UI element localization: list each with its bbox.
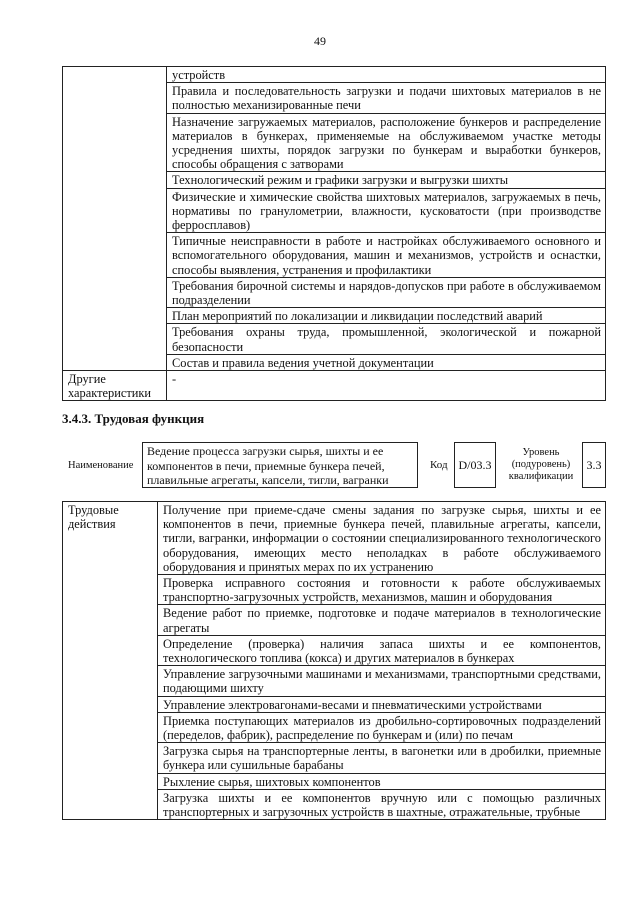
- level-box: 3.3: [582, 442, 606, 488]
- function-name-box: Ведение процесса загрузки сырья, шихты и ее компонентов в печи, приемные бункера печей, плавильные агрегаты, капсели, тигли, вагранки: [142, 442, 418, 488]
- table-cell: Проверка исправного состояния и готовности к работе обслуживаемых транспортно-загрузочных устройств, механизмов, машин и оборудования: [158, 575, 606, 605]
- other-characteristics-label: Другие характеристики: [63, 371, 167, 401]
- empty-label-cell: [63, 67, 167, 371]
- section-title: 3.4.3. Трудовая функция: [62, 411, 205, 426]
- table-cell: Управление электровагонами-весами и пневматическими устройствами: [158, 696, 606, 712]
- table-row: [63, 67, 606, 83]
- table-cell: Физические и химические свойства шихтовых материалов, загружаемых в печь, нормативы по гранулометрии, влажности, кусковатости (при производстве ферросплавов): [167, 188, 606, 233]
- table-cell: Загрузка шихты и ее компонентов вручную или с помощью различных транспортерных и загрузочных устройств в шахтные, отражательные, трубные: [158, 789, 606, 819]
- table-cell: Технологический режим и графики загрузки и выгрузки шихты: [167, 172, 606, 188]
- page-number: 49: [314, 34, 326, 48]
- table-row: [63, 371, 606, 401]
- labor-actions-label: Трудовые действия: [63, 502, 158, 820]
- name-label: Наименование: [68, 460, 134, 471]
- function-header: [62, 442, 606, 490]
- table-cell: Правила и последовательность загрузки и подачи шихтовых материалов в не полностью механизированные печи: [167, 83, 606, 113]
- table-cell: Определение (проверка) наличия запаса шихты и ее компонентов, технологического топлива (кокса) и других материалов в бункерах: [158, 635, 606, 665]
- table-cell: Требования бирочной системы и нарядов-допусков при работе в обслуживаемом подразделении: [167, 277, 606, 307]
- level-label: Уровень (подуровень) квалификации: [508, 447, 574, 482]
- table-cell: Состав и правила ведения учетной документации: [167, 354, 606, 370]
- table-cell: План мероприятий по локализации и ликвидации последствий аварий: [167, 308, 606, 324]
- table-row: [63, 502, 606, 575]
- table-cell: Ведение работ по приемке, подготовке и подаче материалов в технологические агрегаты: [158, 605, 606, 635]
- table-cell: Рыхление сырья, шихтовых компонентов: [158, 773, 606, 789]
- table-cell: Приемка поступающих материалов из дробильно-сортировочных подразделений (переделов, фабрик), распределение по бункерам и (или) по печам: [158, 712, 606, 742]
- table-cell: Получение при приеме-сдаче смены задания по загрузке сырья, шихты и ее компонентов в печи, приемные бункера печей, плавильные агрегаты, капсели, тигли, вагранки, информации о состоянии специализированного технологического оборудования, имеющих место неполадках в работе обслуживаемого оборудования и принятых мерах по их устранению: [158, 502, 606, 575]
- knowledge-table: [62, 66, 606, 401]
- code-box: D/03.3: [454, 442, 496, 488]
- table-cell: Требования охраны труда, промышленной, экологической и пожарной безопасности: [167, 324, 606, 354]
- table-cell: Назначение загружаемых материалов, расположение бункеров и распределение материалов в бункерах, применяемые на обслуживаемом участке методы усреднения шихты, порядок загрузки по бункерам и выработки бункеров, способы обращения с затворами: [167, 113, 606, 172]
- labor-actions-table: [62, 501, 606, 820]
- table-cell: Управление загрузочными машинами и механизмами, транспортными средствами, подающими шихту: [158, 666, 606, 696]
- code-label: Код: [430, 459, 448, 471]
- other-characteristics-value: -: [167, 371, 606, 401]
- table-cell: устройств: [167, 67, 606, 83]
- table-cell: Загрузка сырья на транспортерные ленты, в вагонетки или в дробилки, приемные бункера или сушильные барабаны: [158, 743, 606, 773]
- table-cell: Типичные неисправности в работе и настройках обслуживаемого основного и вспомогательного оборудования, машин и механизмов, устройств и оснастки, способы выявления, устранения и профилактики: [167, 233, 606, 278]
